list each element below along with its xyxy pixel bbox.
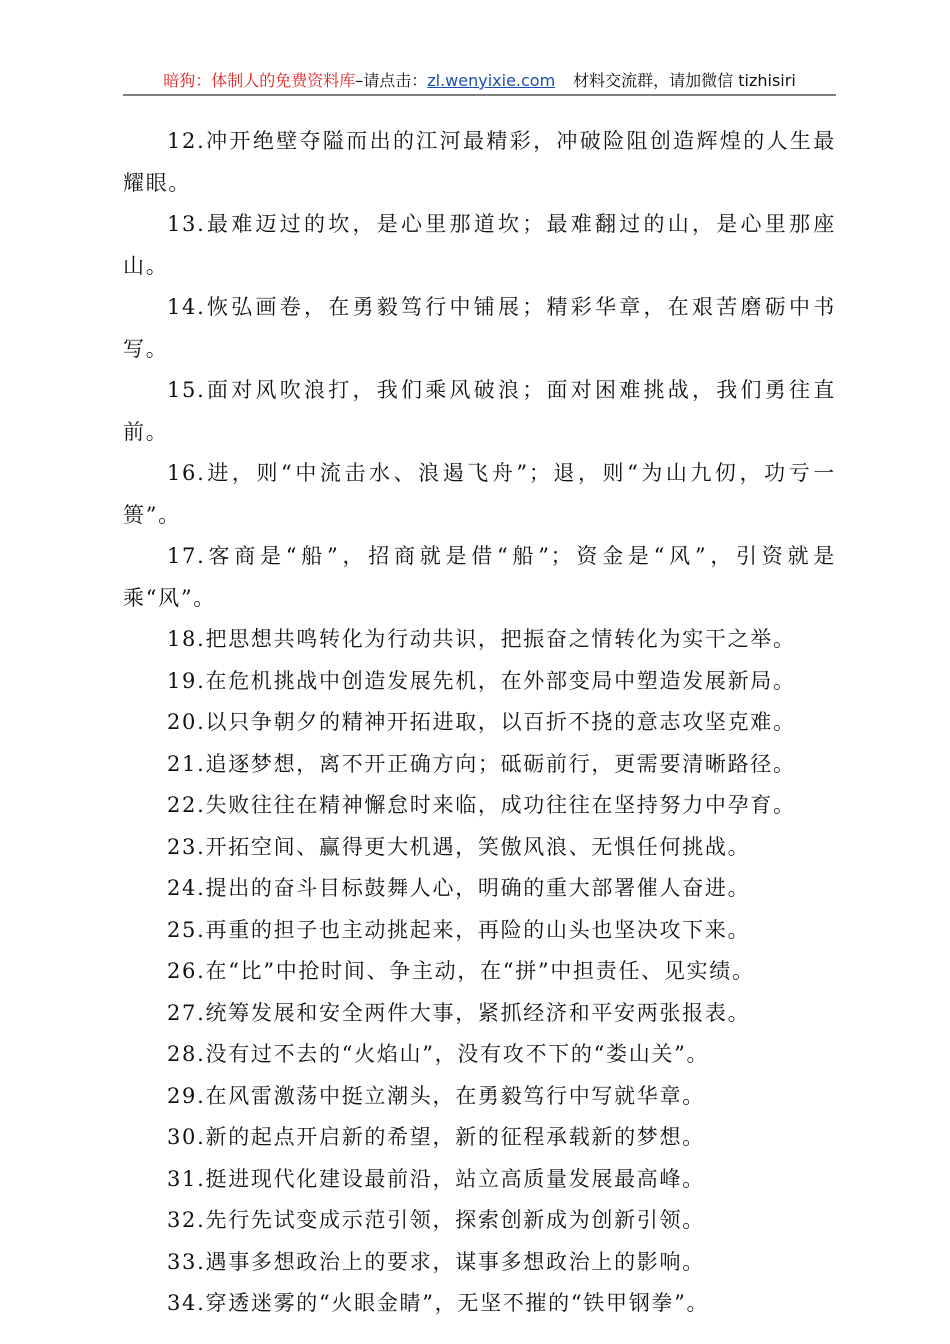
paragraph: 18.把思想共鸣转化为行动共识，把振奋之情转化为实干之举。 bbox=[167, 627, 796, 651]
paragraph: 30.新的起点开启新的希望，新的征程承载新的梦想。 bbox=[167, 1125, 705, 1149]
paragraph: 16.进，则“中流击水、浪遏飞舟”；退，则“为山九仞，功亏一篑”。 bbox=[123, 461, 836, 527]
paragraph: 19.在危机挑战中创造发展先机，在外部变局中塑造发展新局。 bbox=[167, 668, 796, 693]
paragraph: 32.先行先试变成示范引领，探索创新成为创新引领。 bbox=[167, 1208, 705, 1232]
paragraph: 29.在风雷激荡中挺立潮头，在勇毅笃行中写就华章。 bbox=[167, 1083, 705, 1108]
paragraph: 20.以只争朝夕的精神开拓进取，以百折不挠的意志攻坚克难。 bbox=[167, 710, 796, 734]
paragraph: 15.面对风吹浪打，我们乘风破浪；面对困难挑战，我们勇往直前。 bbox=[123, 378, 836, 444]
paragraph: 22.失败往往在精神懈怠时来临，成功往往在坚持努力中孕育。 bbox=[167, 793, 796, 817]
page-header bbox=[123, 68, 836, 96]
paragraph: 33.遇事多想政治上的要求，谋事多想政治上的影响。 bbox=[167, 1249, 705, 1274]
header-wechat: 材料交流群，请加微信 tizhisiri bbox=[573, 71, 796, 90]
paragraph: 26.在“比”中抢时间、争主动，在“拼”中担责任、见实绩。 bbox=[167, 959, 755, 983]
paragraph: 28.没有过不去的“火焰山”，没有攻不下的“娄山关”。 bbox=[167, 1042, 710, 1066]
paragraph: 27.统筹发展和安全两件大事，紧抓经济和平安两张报表。 bbox=[167, 1000, 751, 1025]
header-link[interactable]: zl.wenyixie.com bbox=[427, 71, 556, 90]
paragraph: 21.追逐梦想，离不开正确方向；砥砺前行，更需要清晰路径。 bbox=[167, 751, 796, 776]
paragraph: 23.开拓空间、赢得更大机遇，笑傲风浪、无惧任何挑战。 bbox=[167, 834, 751, 859]
paragraph: 25.再重的担子也主动挑起来，再险的山头也坚决攻下来。 bbox=[167, 917, 751, 942]
header-promo: 暗狗：体制人的免费资料库 bbox=[163, 71, 356, 90]
paragraph: 24.提出的奋斗目标鼓舞人心，明确的重大部署催人奋进。 bbox=[167, 876, 751, 900]
paragraph: 13.最难迈过的坎，是心里那道坎；最难翻过的山，是心里那座山。 bbox=[123, 212, 836, 278]
paragraph: 34.穿透迷雾的“火眼金睛”，无坚不摧的“铁甲钢拳”。 bbox=[167, 1291, 710, 1315]
header-click-text: –请点击： bbox=[355, 71, 428, 90]
document-body bbox=[123, 121, 836, 1325]
paragraph: 14.恢弘画卷，在勇毅笃行中铺展；精彩华章，在艰苦磨砺中书写。 bbox=[123, 295, 836, 361]
paragraph: 31.挺进现代化建设最前沿，站立高质量发展最高峰。 bbox=[167, 1166, 705, 1191]
paragraph: 17.客商是“船”，招商就是借“船”；资金是“风”，引资就是乘“风”。 bbox=[123, 544, 836, 610]
paragraph: 12.冲开绝壁夺隘而出的江河最精彩，冲破险阻创造辉煌的人生最耀眼。 bbox=[123, 129, 836, 195]
